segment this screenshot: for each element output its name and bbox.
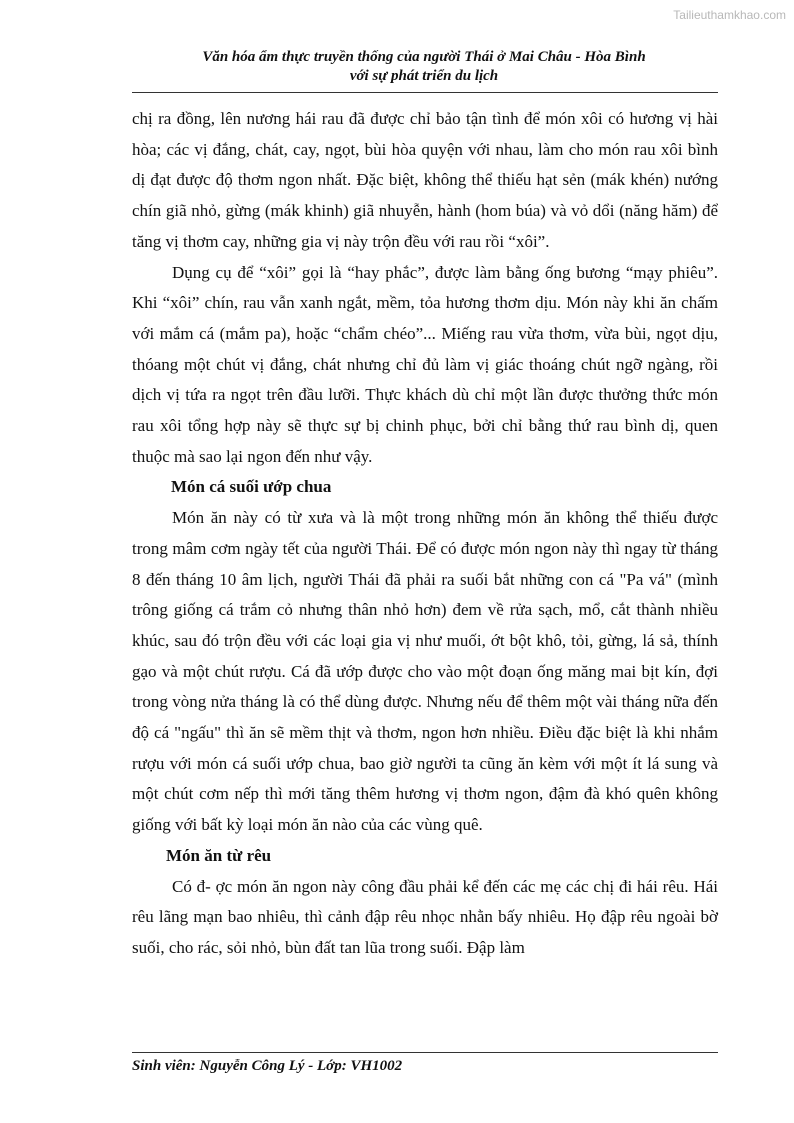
header-title-line1: Văn hóa ẩm thực truyền thống của người Thái ở Mai Châu - Hòa Bình — [202, 49, 646, 65]
page-footer: Sinh viên: Nguyễn Công Lý - Lớp: VH1002 — [132, 1058, 403, 1074]
section-heading-ca-suoi: Món cá suối ướp chua — [171, 477, 332, 497]
page-body — [132, 104, 718, 964]
footer-divider — [132, 1052, 718, 1053]
header-title-line2: với sự phát triển du lịch — [349, 68, 499, 84]
paragraph-3: Món ăn này có từ xưa và là một trong những món ăn không thể thiếu được trong mâm cơm ngày tết của người Thái. Để có được món ngon này thì ngay từ tháng 8 đến tháng 10 âm lịch, người Thái đã phải ra suối bắt những con cá "Pa vá" (mình trông giống cá trắm cỏ nhưng thân nhỏ hơn) đem về rửa sạch, mổ, cắt thành nhiều khúc, sau đó trộn đều với các loại gia vị như muối, ớt bột khô, tỏi, gừng, lá sả, thính gạo và một chút rượu. Cá đã ướp được cho vào một đoạn ống măng mai bịt kín, đợi trong vòng nửa tháng là có thể dùng được. Nhưng nếu để thêm một vài tháng nữa đến độ cá "ngấu" thì ăn sẽ mềm thịt và thơm, ngon hơn nhiều. Điều đặc biệt là khi nhắm rượu với món cá suối ướp chua, bao giờ người ta cũng ăn kèm với một ít lá sung và một chút cơm nếp thì mới tăng thêm hương vị thơm ngon, đậm đà khó quên không giống với bất kỳ loại món ăn nào của các vùng quê. — [132, 508, 718, 835]
header-divider — [132, 92, 718, 93]
section-heading-reu: Món ăn từ rêu — [166, 845, 272, 865]
paragraph-2: Dụng cụ để “xôi” gọi là “hay phắc”, được làm bằng ống bương “mạy phiêu”. Khi “xôi” chín, rau vẫn xanh ngắt, mềm, tỏa hương thơm dịu. Món này khi ăn chấm với mắm cá (mắm pa), hoặc “chẩm chéo”... Miếng rau vừa thơm, vừa bùi, ngọt dịu, thóang một chút vị đắng, chát nhưng chỉ đủ làm vị giác thoáng chút ngỡ ngàng, rồi dịch vị tứa ra ngọt trên đầu lưỡi. Thực khách dù chỉ một lần được thưởng thức món rau xôi tổng hợp này sẽ thực sự bị chinh phục, bởi chỉ bằng thứ rau bình dị, quen thuộc mà sao lại ngon đến như vậy. — [132, 262, 718, 466]
paragraph-1: chị ra đồng, lên nương hái rau đã được chỉ bảo tận tình để món xôi có hương vị hài hòa; các vị đắng, chát, cay, ngọt, bùi hòa quyện với nhau, làm cho món rau xôi bình dị đạt được độ thơm ngon nhất. Đặc biệt, không thể thiếu hạt sẻn (mák khén) nướng chín giã nhỏ, gừng (mák khinh) giã nhuyễn, hành (hom búa) và vỏ dổi (năng hăm) để tăng vị thơm cay, những gia vị này trộn đều với rau rồi “xôi”. — [132, 109, 718, 251]
watermark: Tailieuthamkhao.com — [673, 8, 786, 22]
page-header — [132, 48, 716, 86]
paragraph-4: Có đ- ợc món ăn ngon này công đầu phải kể đến các mẹ các chị đi hái rêu. Hái rêu lãng mạn bao nhiêu, thì cảnh đập rêu nhọc nhằn bấy nhiêu. Họ đập rêu ngoài bờ suối, cho rác, sỏi nhỏ, bùn đất tan lũa trong suối. Đập làm — [132, 876, 718, 957]
